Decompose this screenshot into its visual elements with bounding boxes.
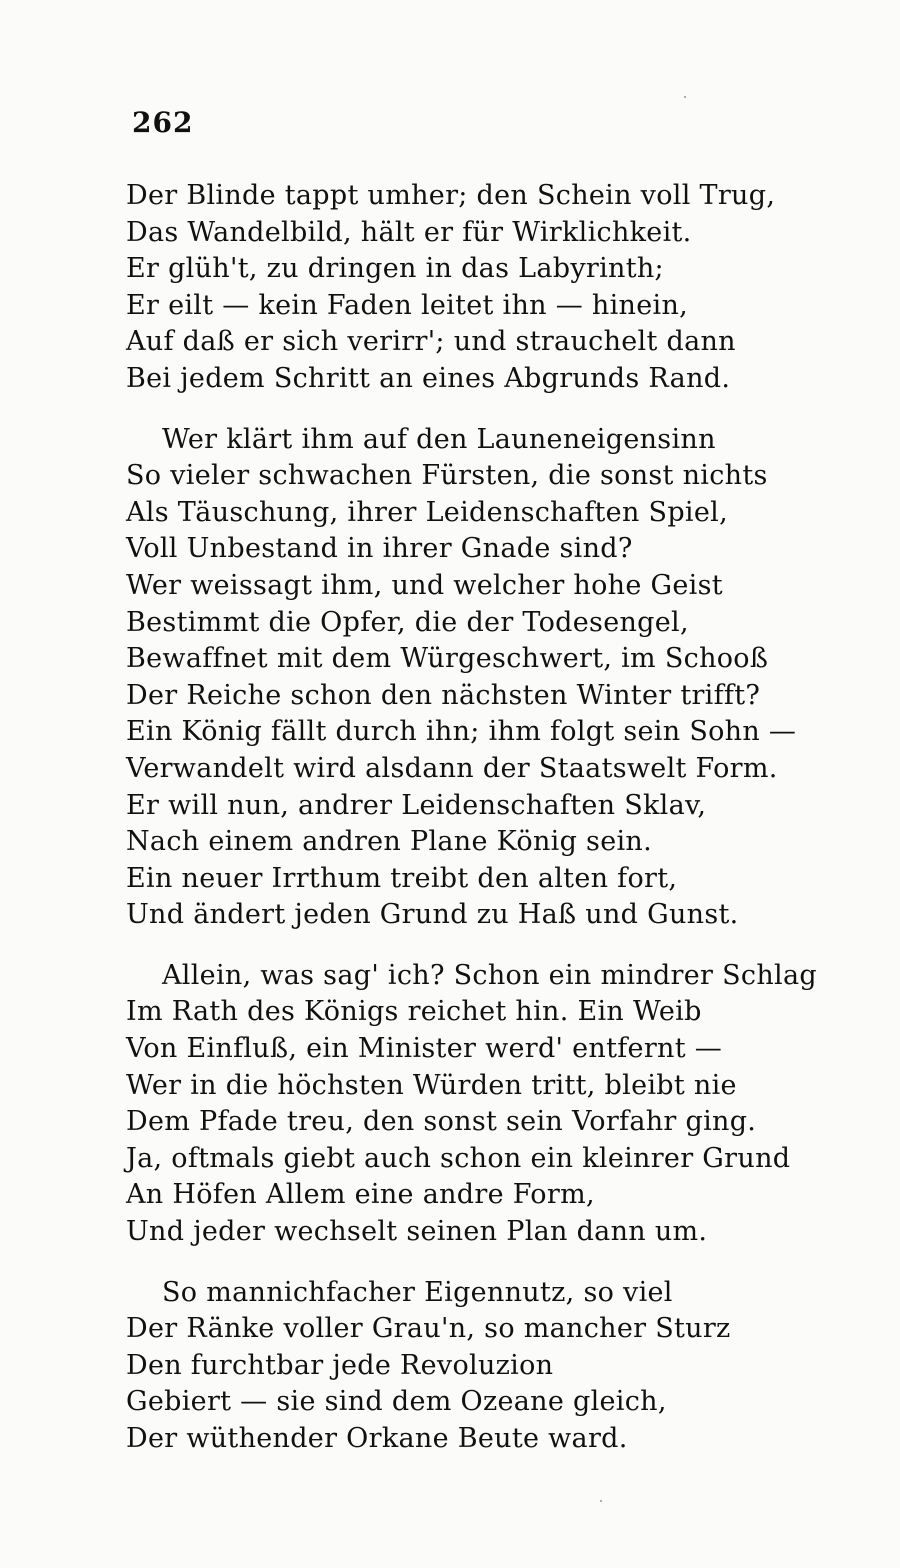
poem-line: Verwandelt wird alsdann der Staatswelt Form. bbox=[126, 752, 778, 784]
poem-line: Und ändert jeden Grund zu Haß und Gunst. bbox=[126, 899, 739, 931]
poem-line: So vieler schwachen Fürsten, die sonst nichts bbox=[126, 460, 768, 492]
poem-line: An Höfen Allem eine andre Form, bbox=[126, 1179, 595, 1211]
poem-line: Ein neuer Irrthum treibt den alten fort, bbox=[126, 862, 678, 894]
poem-line: Auf daß er sich verirr'; und strauchelt dann bbox=[126, 326, 736, 358]
poem-line: Er eilt — kein Faden leitet ihn — hinein, bbox=[126, 289, 689, 321]
poem-line: Voll Unbestand in ihrer Gnade sind? bbox=[126, 533, 633, 565]
poem-line: So mannichfacher Eigennutz, so viel bbox=[162, 1276, 673, 1308]
poem-line: Wer klärt ihm auf den Launeneigensinn bbox=[162, 423, 716, 455]
poem-line: Und jeder wechselt seinen Plan dann um. bbox=[126, 1216, 708, 1248]
poem-line: Allein, was sag' ich? Schon ein mindrer Schlag bbox=[162, 959, 817, 991]
poem-line: Das Wandelbild, hält er für Wirklichkeit. bbox=[126, 216, 692, 248]
poem-line: Ja, oftmals giebt auch schon ein kleinrer Grund bbox=[126, 1142, 791, 1174]
poem-line: Wer weissagt ihm, und welcher hohe Geist bbox=[126, 569, 723, 601]
poem-line: Der wüthender Orkane Beute ward. bbox=[126, 1423, 628, 1454]
page-number: 262 bbox=[132, 106, 194, 139]
poem-line: Er glüh't, zu dringen in das Labyrinth; bbox=[126, 253, 664, 285]
poem-line: Von Einfluß, ein Minister werd' entfernt — bbox=[126, 1033, 723, 1065]
stanza-4 bbox=[126, 1275, 826, 1458]
poem-line: Nach einem andren Plane König sein. bbox=[126, 826, 652, 858]
poem-body bbox=[126, 178, 826, 1458]
poem-line: Er will nun, andrer Leidenschaften Sklav, bbox=[126, 789, 707, 821]
poem-line: Wer in die höchsten Würden tritt, bleibt nie bbox=[126, 1069, 737, 1101]
poem-line: Bestimmt die Opfer, die der Todesengel, bbox=[126, 606, 689, 638]
poem-line: Bei jedem Schritt an eines Abgrunds Rand. bbox=[126, 362, 731, 394]
poem-line: Bewaffnet mit dem Würgeschwert, im Schooß bbox=[126, 643, 769, 675]
poem-line: Der Blinde tappt umher; den Schein voll Trug, bbox=[126, 180, 776, 211]
poem-line: Der Ränke voller Grau'n, so mancher Sturz bbox=[126, 1313, 731, 1345]
paper-speck bbox=[684, 96, 686, 98]
poem-line: Den furchtbar jede Revoluzion bbox=[126, 1349, 554, 1381]
poem-line: Als Täuschung, ihrer Leidenschaften Spiel, bbox=[126, 496, 728, 528]
poem-line: Ein König fällt durch ihn; ihm folgt sein Sohn — bbox=[126, 716, 797, 748]
poem-line: Der Reiche schon den nächsten Winter trifft? bbox=[126, 679, 761, 711]
stanza-3 bbox=[126, 958, 826, 1251]
stanza-2 bbox=[126, 422, 826, 934]
poem-line: Dem Pfade treu, den sonst sein Vorfahr ging. bbox=[126, 1106, 757, 1138]
poem-line: Im Rath des Königs reichet hin. Ein Weib bbox=[126, 996, 702, 1028]
paper-speck bbox=[600, 1500, 602, 1502]
stanza-1 bbox=[126, 178, 826, 398]
poem-line: Gebiert — sie sind dem Ozeane gleich, bbox=[126, 1386, 667, 1418]
